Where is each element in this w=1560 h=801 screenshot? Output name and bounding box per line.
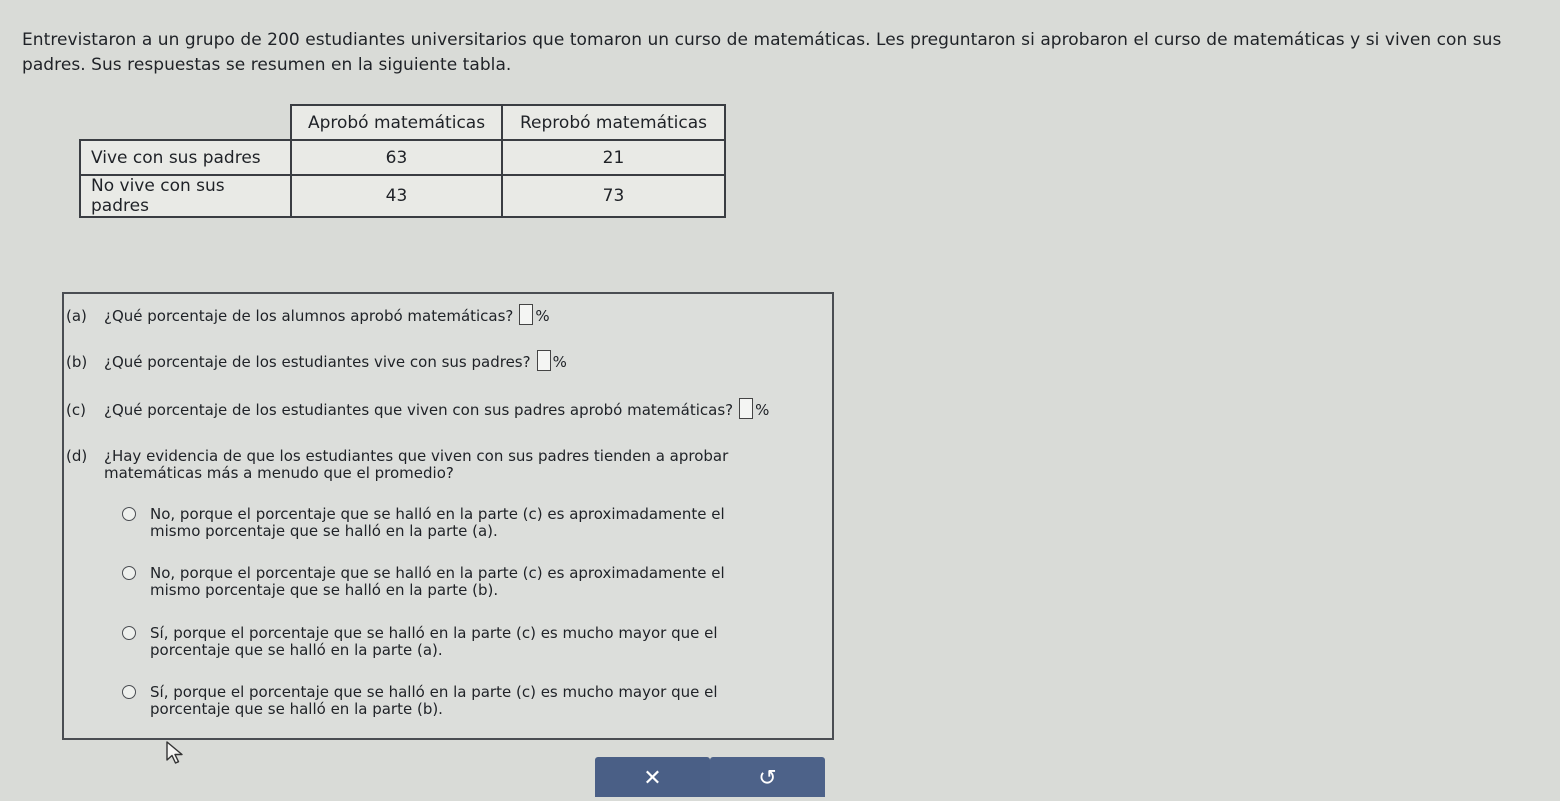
- mouse-cursor-icon: [166, 741, 188, 767]
- question-text: ¿Hay evidencia de que los estudiantes que viven con sus padres tienden a aprobar matemáticas más a menudo que el promedio?: [104, 447, 729, 482]
- option-2[interactable]: [122, 565, 772, 599]
- row-header: No vive con sus padres: [80, 175, 291, 217]
- radio-button[interactable]: [122, 566, 136, 580]
- question-text: ¿Qué porcentaje de los alumnos aprobó matemáticas?: [104, 307, 514, 325]
- option-text: Sí, porque el porcentaje que se halló en la parte (c) es mucho mayor que el porcentaje que se halló en la parte (a).: [150, 624, 718, 659]
- question-text: ¿Qué porcentaje de los estudiantes que viven con sus padres aprobó matemáticas?: [104, 401, 734, 419]
- row-header: Vive con sus padres: [80, 140, 291, 175]
- question-a: [66, 304, 550, 325]
- column-header: Aprobó matemáticas: [291, 105, 502, 140]
- radio-button[interactable]: [122, 507, 136, 521]
- question-label: (a): [66, 307, 87, 325]
- column-header: Reprobó matemáticas: [502, 105, 725, 140]
- answer-input-b[interactable]: [537, 350, 551, 371]
- problem-statement: Entrevistaron a un grupo de 200 estudiantes universitarios que tomaron un curso de matemáticas. Les preguntaron si aprobaron el curso de matemáticas y si viven con sus padres. Sus respuestas se resumen en la siguiente tabla.: [22, 30, 1502, 75]
- answer-input-c[interactable]: [739, 398, 753, 419]
- unit-label: %: [552, 353, 567, 371]
- radio-button[interactable]: [122, 685, 136, 699]
- option-text: Sí, porque el porcentaje que se halló en la parte (c) es mucho mayor que el porcentaje que se halló en la parte (b).: [150, 683, 718, 718]
- table-cell: 73: [502, 175, 725, 217]
- table-corner: [80, 105, 291, 140]
- unit-label: %: [535, 307, 550, 325]
- question-text: ¿Qué porcentaje de los estudiantes vive con sus padres?: [104, 353, 531, 371]
- clear-button[interactable]: [595, 757, 710, 797]
- option-4[interactable]: [122, 684, 772, 718]
- option-text: No, porque el porcentaje que se halló en la parte (c) es aproximadamente el mismo porcentaje que se halló en la parte (b).: [150, 564, 725, 599]
- question-d: [66, 448, 786, 482]
- radio-button[interactable]: [122, 626, 136, 640]
- table-cell: 21: [502, 140, 725, 175]
- option-3[interactable]: [122, 625, 772, 659]
- table-cell: 43: [291, 175, 502, 217]
- question-b: [66, 350, 567, 371]
- undo-icon: ↺: [758, 766, 777, 791]
- close-icon: ✕: [643, 766, 662, 791]
- data-table: [79, 104, 726, 218]
- question-label: (d): [66, 447, 88, 465]
- question-c: [66, 398, 769, 419]
- table-cell: 63: [291, 140, 502, 175]
- unit-label: %: [755, 401, 770, 419]
- question-label: (b): [66, 353, 88, 371]
- option-1[interactable]: [122, 506, 772, 540]
- table-header-row: [80, 105, 725, 140]
- question-label: (c): [66, 401, 86, 419]
- answer-input-a[interactable]: [519, 304, 533, 325]
- undo-button[interactable]: [710, 757, 825, 797]
- question-panel: [62, 292, 834, 740]
- option-text: No, porque el porcentaje que se halló en la parte (c) es aproximadamente el mismo porcentaje que se halló en la parte (a).: [150, 505, 725, 540]
- table-row: [80, 140, 725, 175]
- table-row: [80, 175, 725, 217]
